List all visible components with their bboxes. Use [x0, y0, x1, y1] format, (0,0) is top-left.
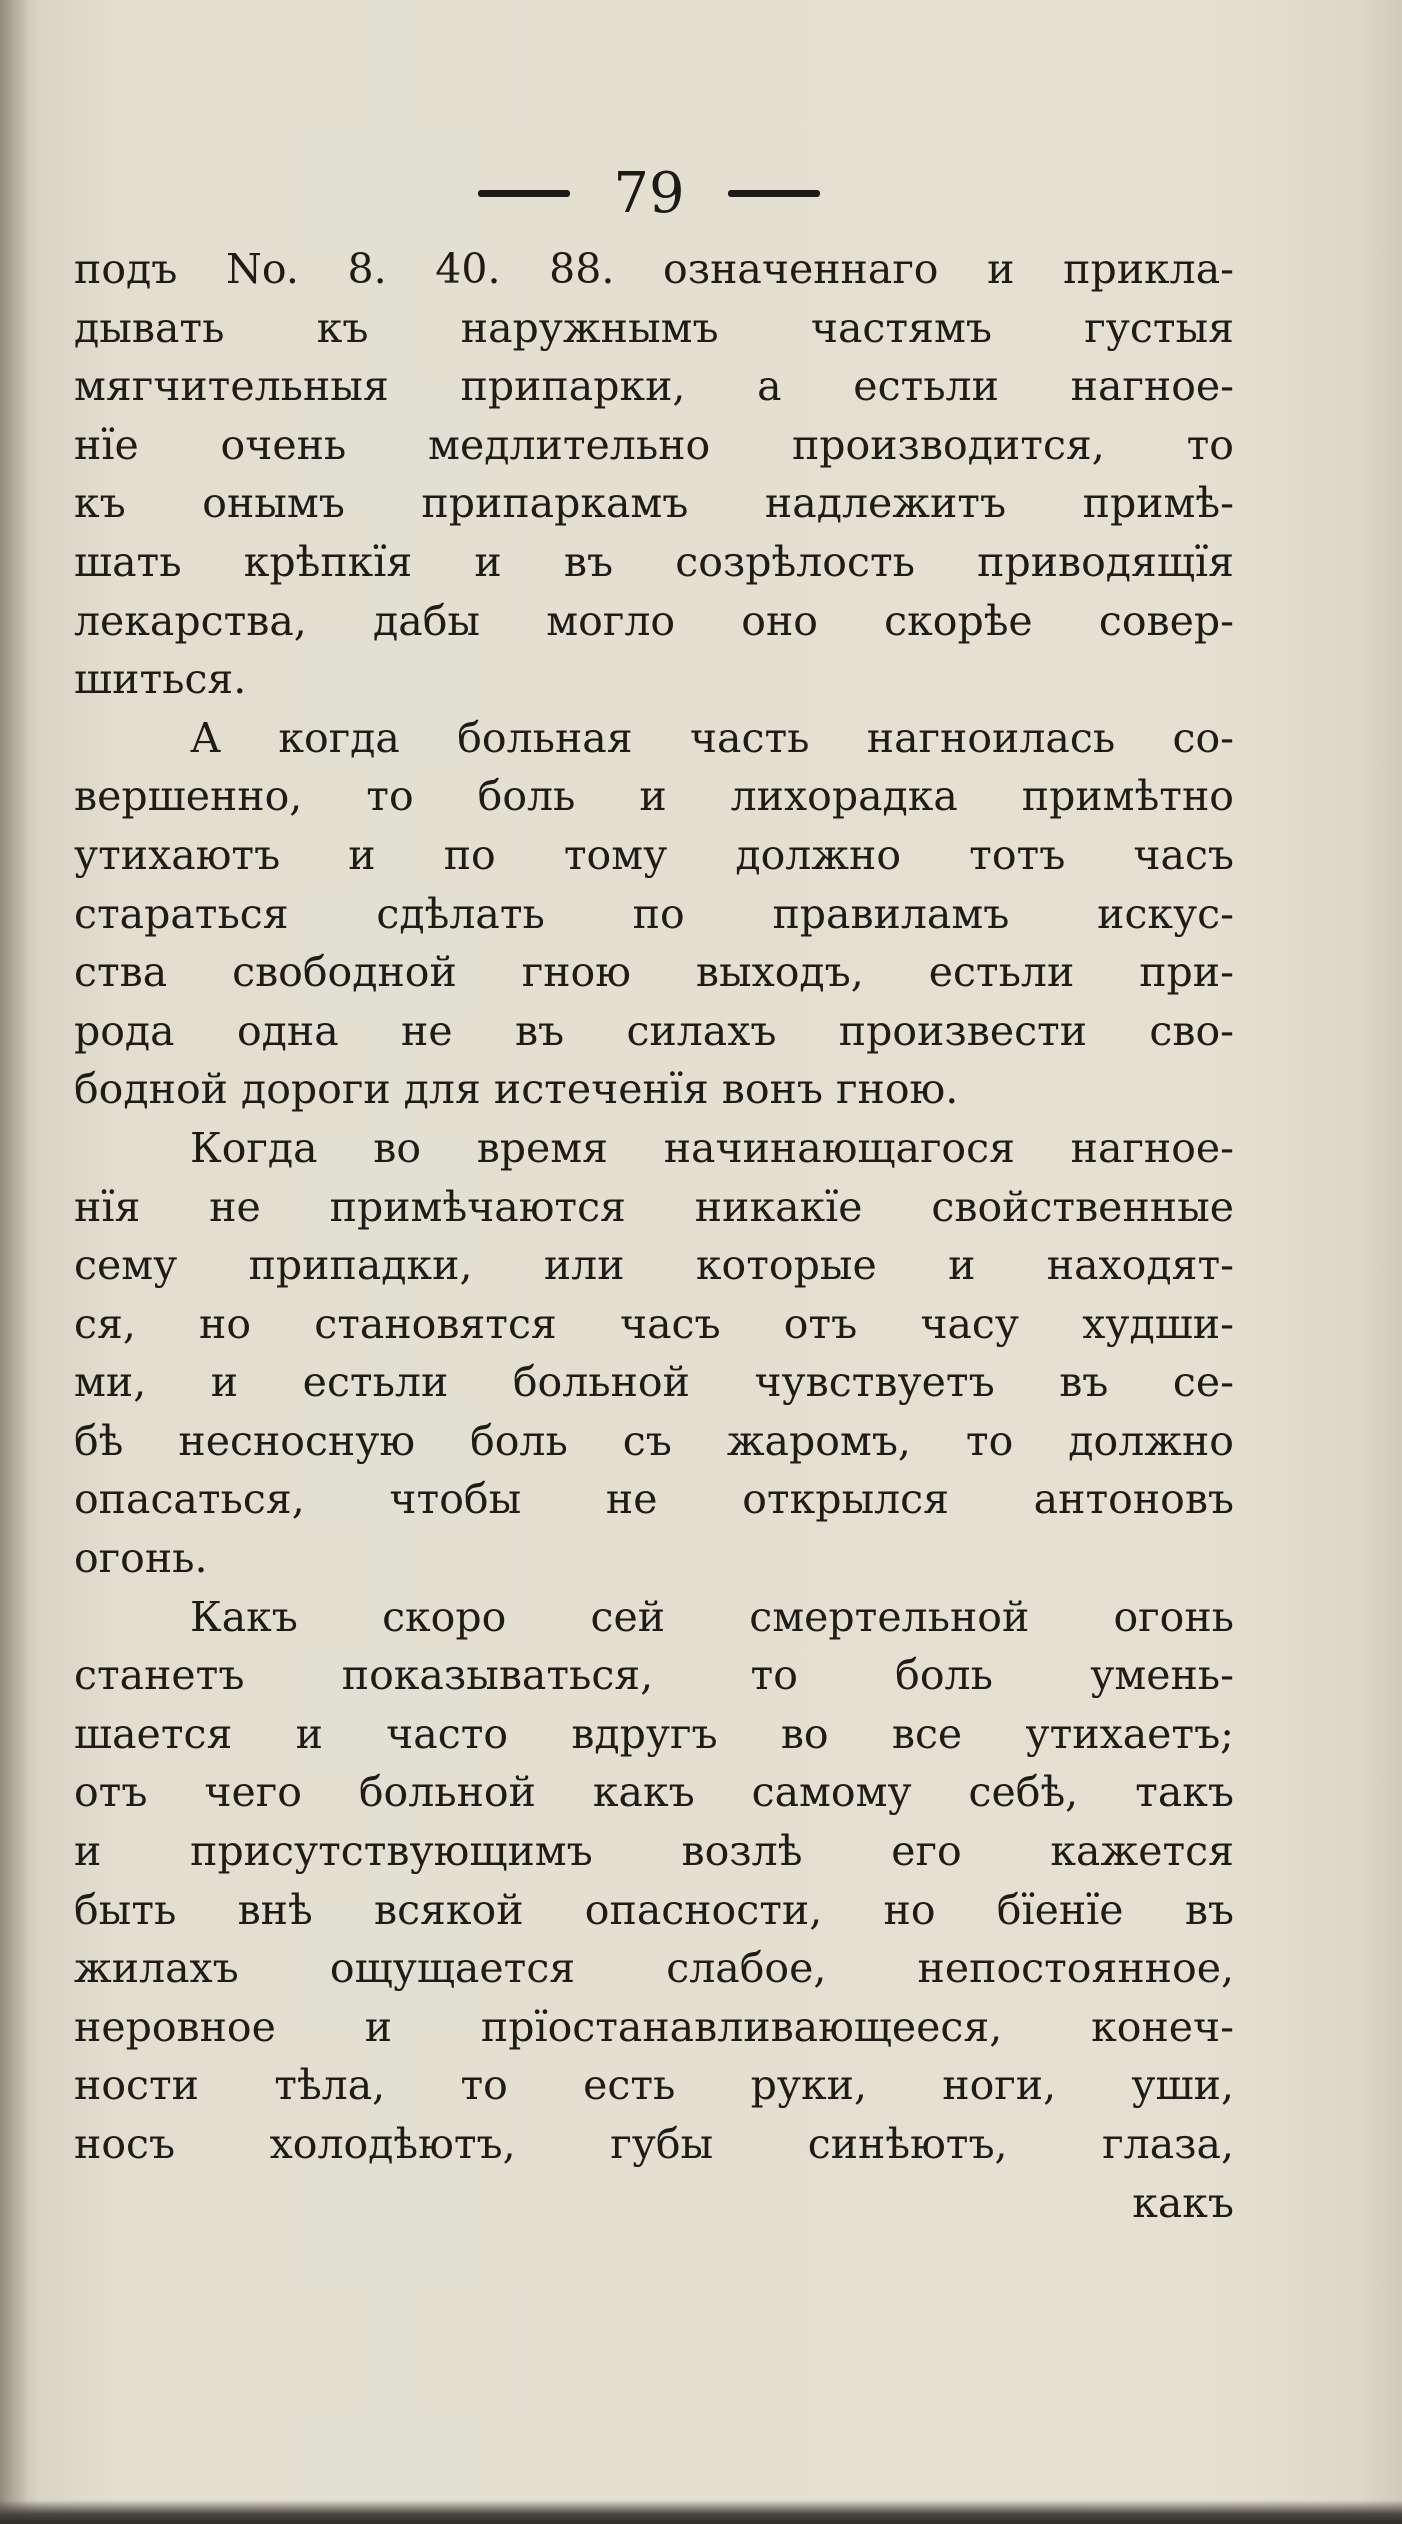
text-line: мягчительныя припарки, а естьли нагное- — [74, 362, 1234, 411]
text-line: утихаютъ и по тому должно тотъ часъ — [74, 830, 1234, 879]
paragraph-start-line: Какъ скоро сей смертельной огонь — [190, 1592, 1234, 1641]
text-line: ства свободной гною выходъ, естьли при- — [74, 948, 1234, 997]
text-line: рода одна не въ силахъ произвести сво- — [74, 1006, 1234, 1055]
text-line: шается и часто вдругъ во все утихаетъ; — [74, 1709, 1234, 1758]
text-line: ся, но становятся часъ отъ часу худши- — [74, 1299, 1234, 1348]
text-line: быть внѣ всякой опасности, но бїенїе въ — [74, 1885, 1234, 1934]
body-text — [74, 240, 1234, 2232]
page-bottom-shadow — [0, 2500, 1402, 2524]
text-line: ми, и естьли больной чувствуетъ въ се- — [74, 1358, 1234, 1407]
paragraph-start-line: Когда во время начинающагося нагное- — [190, 1123, 1234, 1172]
text-line: шиться. — [74, 655, 247, 704]
text-line: и присутствующимъ возлѣ его кажется — [74, 1827, 1234, 1876]
text-line: отъ чего больной какъ самому себѣ, такъ — [74, 1768, 1234, 1817]
text-line: ности тѣла, то есть руки, ноги, уши, — [74, 2061, 1234, 2110]
header-dash-right — [728, 190, 820, 197]
text-line: жилахъ ощущается слабое, непостоянное, — [74, 1944, 1234, 1993]
text-line: огонь. — [74, 1534, 208, 1583]
text-line: станетъ показываться, то боль умень- — [74, 1651, 1234, 1700]
text-line: стараться сдѣлать по правиламъ искус- — [74, 889, 1234, 938]
page-header — [0, 158, 1402, 238]
text-line: сему припадки, или которые и находят- — [74, 1241, 1234, 1290]
text-line: опасаться, чтобы не открылся антоновъ — [74, 1475, 1234, 1524]
text-line: шать крѣпкїя и въ созрѣлость приводящїя — [74, 537, 1234, 586]
text-line: неровное и прїостанавливающееся, конеч- — [74, 2002, 1234, 2051]
text-line: бѣ несносную боль съ жаромъ, то должно — [74, 1416, 1234, 1465]
header-dash-left — [478, 190, 570, 197]
text-line: нїе очень медлительно производится, то — [74, 420, 1234, 469]
page-number: 79 — [613, 161, 685, 226]
text-line: носъ холодѣютъ, губы синѣютъ, глаза, — [74, 2120, 1234, 2168]
text-line: нїя не примѣчаются никакїе свойственные — [74, 1182, 1234, 1231]
paragraph-start-line: А когда больная часть нагноилась со- — [190, 713, 1234, 762]
text-line: лекарства, дабы могло оно скорѣе совер- — [74, 596, 1234, 645]
text-line: къ онымъ припаркамъ надлежитъ примѣ- — [74, 479, 1234, 528]
text-line: бодной дороги для истеченїя вонъ гною. — [74, 1065, 959, 1114]
text-line: подъ No. 8. 40. 88. означеннаго и прикла- — [74, 245, 1234, 293]
binding-shadow — [0, 0, 28, 2524]
text-line: вершенно, то боль и лихорадка примѣтно — [74, 772, 1234, 821]
catchword: какъ — [1132, 2178, 1234, 2227]
text-line: дывать къ наружнымъ частямъ густыя — [74, 303, 1234, 352]
